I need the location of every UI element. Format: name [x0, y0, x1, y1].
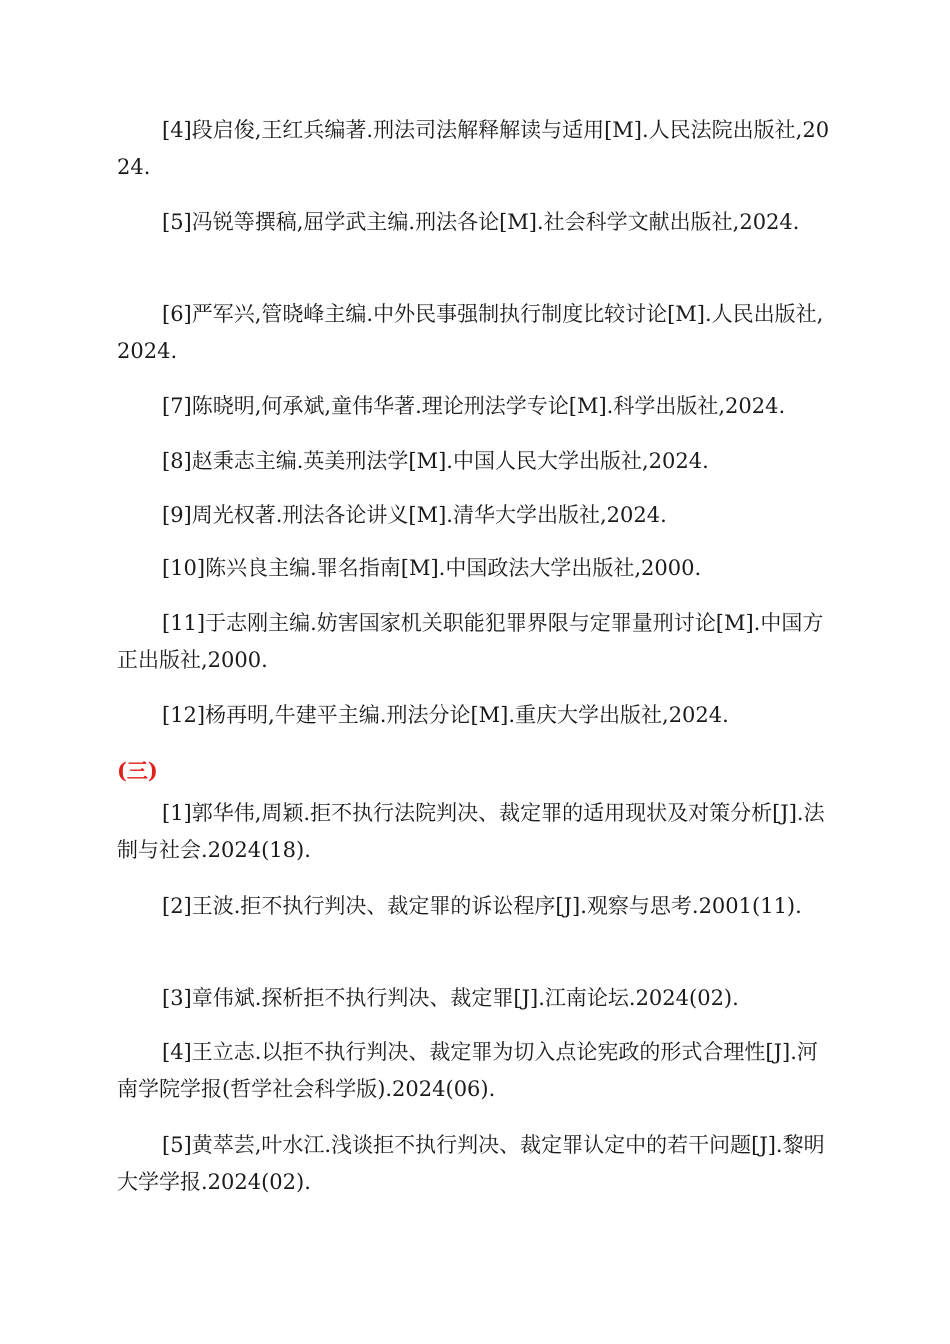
reference-entry: [8]赵秉志主编.英美刑法学[M].中国人民大学出版社,2024. — [162, 449, 709, 473]
reference-entry: [4]段启俊,王红兵编著.刑法司法解释解读与适用[M].人民法院出版社,2024. — [117, 118, 830, 179]
reference-entry: [6]严军兴,管晓峰主编.中外民事强制执行制度比较讨论[M].人民出版社,2024. — [117, 302, 824, 363]
reference-entry: [11]于志刚主编.妨害国家机关职能犯罪界限与定罪量刑讨论[M].中国方正出版社,2000. — [117, 611, 824, 672]
section-heading: (三) — [117, 758, 158, 783]
reference-entry: [2]王波.拒不执行判决、裁定罪的诉讼程序[J].观察与思考.2001(11). — [162, 894, 802, 918]
reference-entry: [1]郭华伟,周颖.拒不执行法院判决、裁定罪的适用现状及对策分析[J].法制与社会.2024(18). — [117, 801, 825, 862]
reference-entry: [9]周光权著.刑法各论讲义[M].清华大学出版社,2024. — [162, 503, 667, 527]
reference-entry: [4]王立志.以拒不执行判决、裁定罪为切入点论宪政的形式合理性[J].河南学院学报(哲学社会科学版).2024(06). — [117, 1040, 818, 1101]
reference-entry: [10]陈兴良主编.罪名指南[M].中国政法大学出版社,2000. — [162, 556, 702, 580]
reference-entry: [5]黄萃芸,叶水江.浅谈拒不执行判决、裁定罪认定中的若干问题[J].黎明大学学报.2024(02). — [117, 1133, 825, 1194]
reference-entry: [12]杨再明,牛建平主编.刑法分论[M].重庆大学出版社,2024. — [162, 703, 729, 727]
reference-entry: [5]冯锐等撰稿,屈学武主编.刑法各论[M].社会科学文献出版社,2024. — [162, 210, 800, 234]
reference-entry: [7]陈晓明,何承斌,童伟华著.理论刑法学专论[M].科学出版社,2024. — [162, 394, 786, 418]
reference-entry: [3]章伟斌.探析拒不执行判决、裁定罪[J].江南论坛.2024(02). — [162, 986, 739, 1010]
